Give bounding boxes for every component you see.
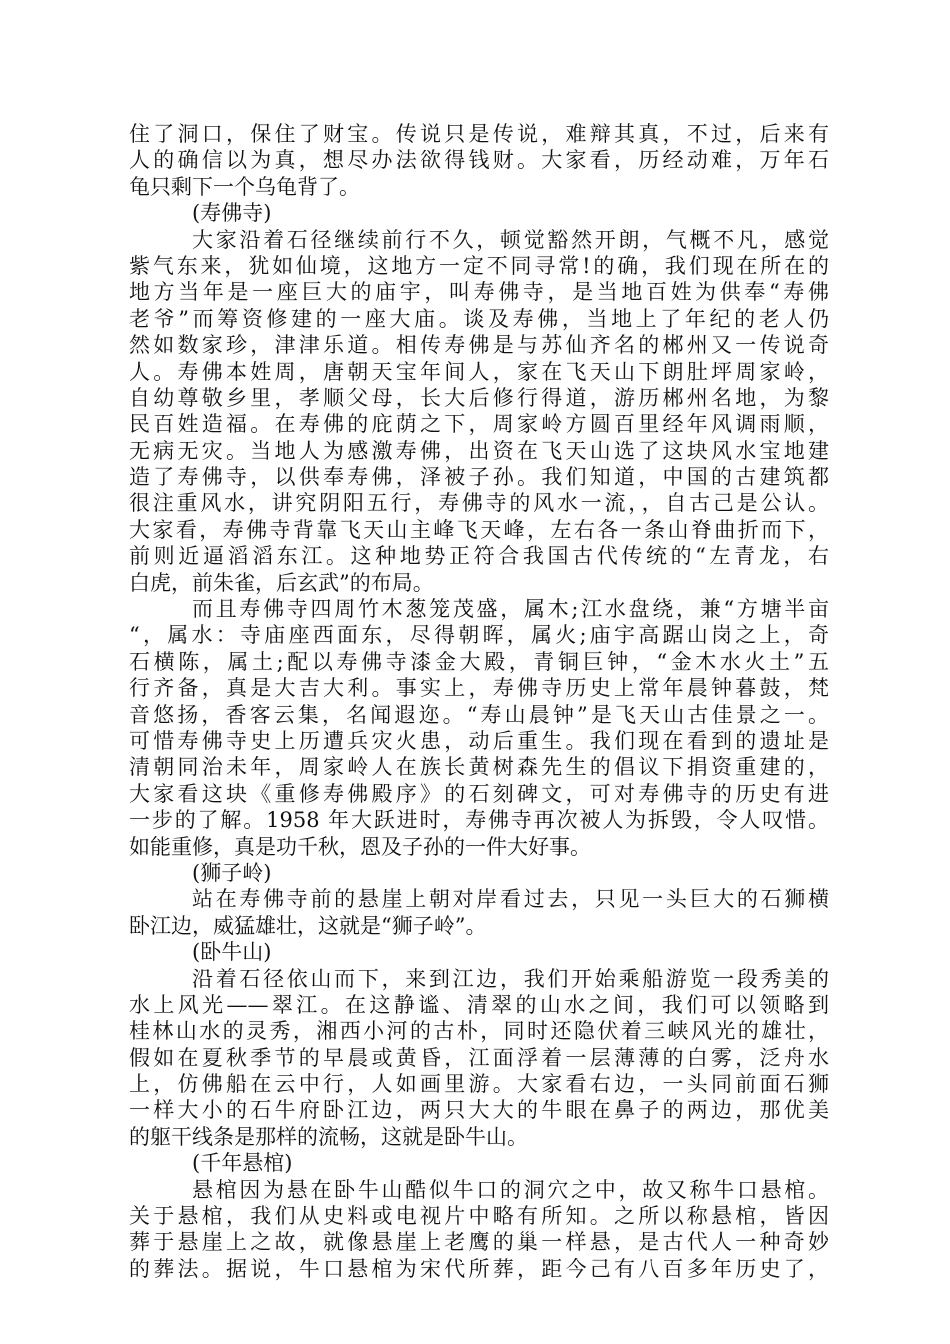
text-line: 关于悬棺，我们从史料或电视片中略有所知。之所以称悬棺，皆因: [129, 1204, 829, 1229]
text-line: 大家看这块《重修寿佛殿序》的石刻碑文，可对寿佛寺的历史有进: [129, 781, 829, 806]
text-line: 行齐备，真是大吉大利。事实上，寿佛寺历史上常年晨钟暮鼓，梵: [129, 676, 829, 701]
text-line: 悬棺因为悬在卧牛山酷似牛口的洞穴之中，故又称牛口悬棺。: [192, 1177, 829, 1202]
text-line: 然如数家珍，津津乐道。相传寿佛是与苏仙齐名的郴州又一传说奇: [129, 333, 829, 358]
text-line: 的葬法。据说，牛口悬棺为宋代所葬，距今己有八百多年历史了，: [129, 1256, 829, 1281]
text-line: (狮子岭): [192, 860, 272, 885]
text-line: 水上风光——翠江。在这静谧、清翠的山水之间，我们可以领略到: [129, 992, 829, 1017]
text-line: 民百姓造福。在寿佛的庇荫之下，周家岭方圆百里经年风调雨顺，: [129, 412, 829, 437]
text-line: 一样大小的石牛府卧江边，两只大大的牛眼在鼻子的两边，那优美: [129, 1098, 829, 1123]
text-line: 前则近逼滔滔东江。这种地势正符合我国古代传统的“左青龙，右: [129, 544, 829, 569]
text-line: 老爷”而筹资修建的一座大庙。谈及寿佛，当地上了年纪的老人仍: [129, 306, 829, 331]
text-line: 站在寿佛寺前的悬崖上朝对岸看过去，只见一头巨大的石狮横: [192, 887, 829, 912]
text-line: 人的确信以为真，想尽办法欲得钱财。大家看，历经动难，万年石: [129, 148, 829, 173]
text-line: (卧牛山): [192, 940, 272, 965]
text-line: 的躯干线条是那样的流畅，这就是卧牛山。: [129, 1124, 528, 1149]
text-line: 葬于悬崖上之故，就像悬崖上老鹰的巢一样悬，是古代人一种奇妙: [129, 1230, 829, 1255]
text-line: 卧江边，威猛雄壮，这就是“狮子岭”。: [129, 913, 487, 938]
text-line: 假如在夏秋季节的早晨或黄昏，江面浮着一层薄薄的白雾，泛舟水: [129, 1045, 829, 1070]
text-line: 沿着石径依山而下，来到江边，我们开始乘船游览一段秀美的: [192, 966, 829, 991]
text-line: 清朝同治未年，周家岭人在族长黄树森先生的倡议下捐资重建的，: [129, 755, 829, 780]
text-line: 大家沿着石径继续前行不久，顿觉豁然开朗，气概不凡，感觉: [192, 227, 829, 252]
text-line: (寿佛寺): [192, 201, 272, 226]
text-line: 一步的了解。1958 年大跃进时，寿佛寺再次被人为拆毁，令人叹惜。: [129, 808, 829, 833]
text-line: 地方当年是一座巨大的庙宇，叫寿佛寺，是当地百姓为供奉“寿佛: [129, 280, 829, 305]
text-line: 如能重修，真是功千秋，恩及子孙的一件大好事。: [129, 834, 591, 859]
text-line: 龟只剩下一个乌龟背了。: [129, 174, 360, 199]
text-line: 很注重风水，讲究阴阳五行，寿佛寺的风水一流，，自古己是公认。: [129, 491, 829, 516]
text-line: 住了洞口，保住了财宝。传说只是传说，难辩其真，不过，后来有: [129, 122, 829, 146]
text-line: 音悠扬，香客云集，名闻遐迩。“寿山晨钟”是飞天山古佳景之一。: [129, 702, 829, 727]
text-line: 而且寿佛寺四周竹木葱笼茂盛，属木;江水盘绕，兼“方塘半亩: [192, 597, 829, 622]
text-line: 大家看，寿佛寺背靠飞天山主峰飞天峰，左右各一条山脊曲折而下，: [129, 517, 829, 542]
text-line: 造了寿佛寺，以供奉寿佛，泽被子孙。我们知道，中国的古建筑都: [129, 465, 829, 490]
text-line: 紫气东来，犹如仙境，这地方一定不同寻常!的确，我们现在所在的: [129, 253, 829, 278]
text-line: 桂林山水的灵秀，湘西小河的古朴，同时还隐伏着三峡风光的雄壮，: [129, 1019, 829, 1044]
text-line: 无病无灾。当地人为感激寿佛，出资在飞天山选了这块风水宝地建: [129, 438, 829, 463]
text-line: 可惜寿佛寺史上历遭兵灾火患，动后重生。我们现在看到的遗址是: [129, 728, 829, 753]
text-line: 白虎，前朱雀，后玄武”的布局。: [129, 570, 434, 595]
document-body: [129, 121, 829, 1282]
text-line: (千年悬棺): [192, 1151, 293, 1176]
text-line: “，属水：寺庙座西面东，尽得朝晖，属火;庙宇高踞山岗之上，奇: [129, 623, 829, 648]
text-line: 人。寿佛本姓周，唐朝天宝年间人，家在飞天山下朗肚坪周家岭，: [129, 359, 829, 384]
text-line: 上，仿佛船在云中行，人如画里游。大家看右边，一头同前面石狮: [129, 1072, 829, 1097]
text-line: 石横陈，属土;配以寿佛寺漆金大殿，青铜巨钟，“金木水火土”五: [129, 649, 829, 674]
text-line: 自幼尊敬乡里，孝顺父母，长大后修行得道，游历郴州名地，为黎: [129, 385, 829, 410]
